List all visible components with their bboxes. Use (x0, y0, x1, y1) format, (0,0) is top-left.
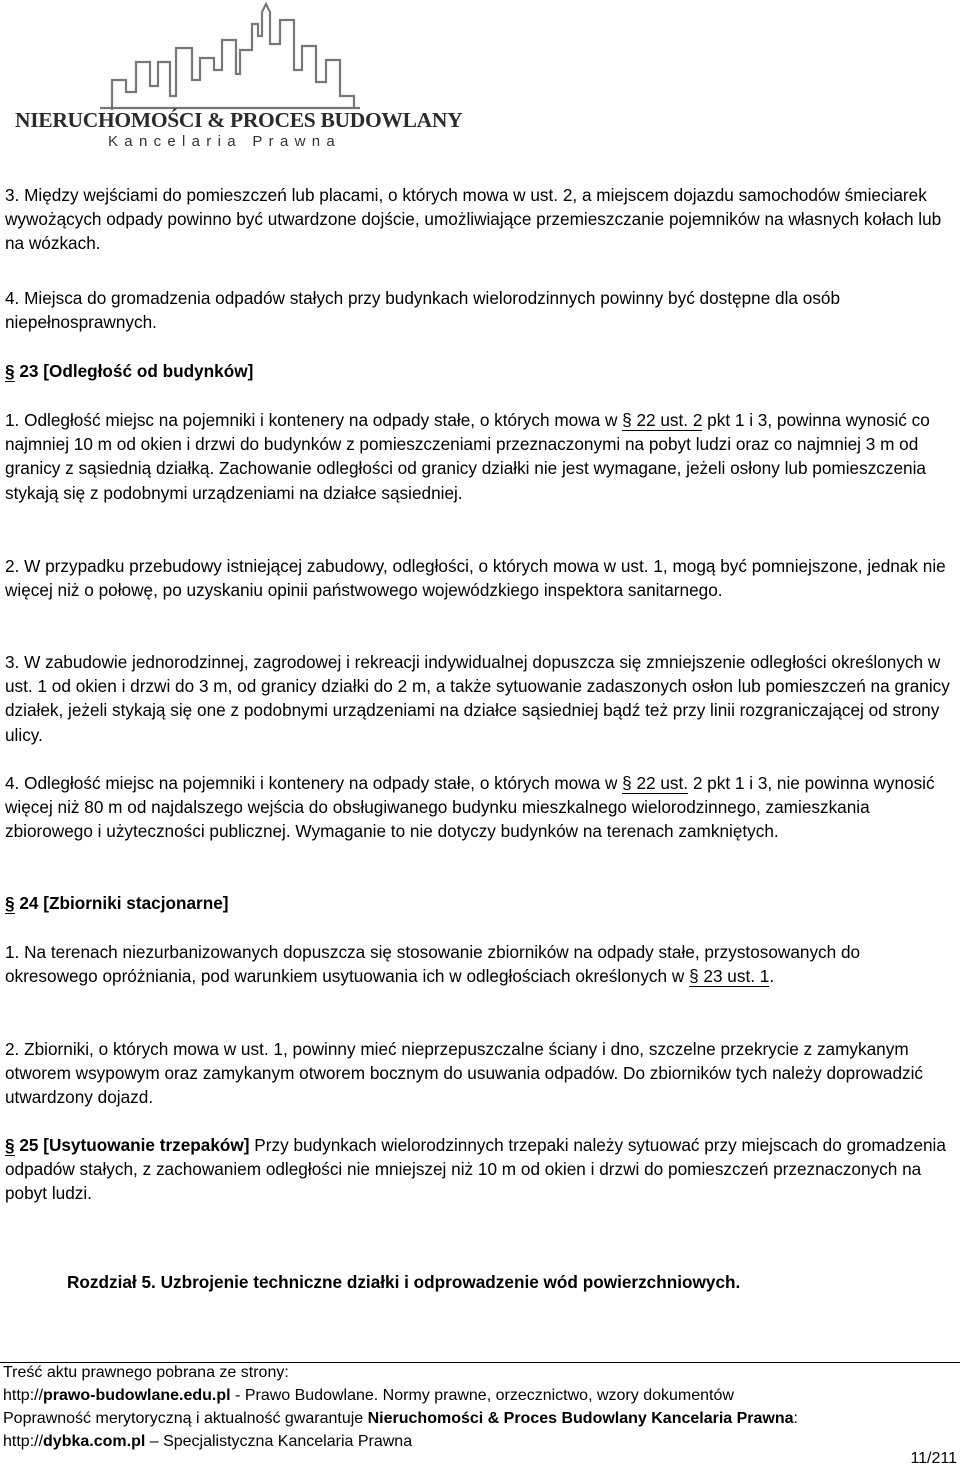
paragraph-3: 3. Między wejściami do pomieszczeń lub placami, o których mowa w ust. 2, a miejscem dojazdu samochodów śmieciarek wywożących odpady powinno być utwardzone dojście, umożliwiające przemieszczanie pojemników na własnych kołach lub na wózkach. (5, 185, 942, 254)
paragraph-24-1-rest: . (769, 966, 775, 987)
footer-firm-desc: – Specjalistyczna Kancelaria Prawna (145, 1433, 413, 1450)
page-number: 11/211 (910, 1450, 957, 1467)
paragraph-23-3: 3. W zabudowie jednorodzinnej, zagrodowej i rekreacji indywidualnej dopuszcza się zmniejszenie odległości określonych w ust. 1 od okien i drzwi do 3 m, od granicy działki do 2 m, a także sytuowanie zadaszonych osłon lub pomieszczeń na granicy działek, jeżeli stykają się one z podobnymi urządzeniami na działce sąsiedniej bądź też przy linii rozgraniczającej od strony ulicy. (5, 652, 950, 745)
footer-source-link-domain: prawo-budowlane.edu.pl (43, 1387, 231, 1404)
section-25-link[interactable]: § (5, 1133, 15, 1157)
paragraph-4: 4. Miejsca do gromadzenia odpadów stałych przy budynkach wielorodzinnych powinny być dostępne dla osób niepełnosprawnych. (5, 288, 841, 333)
section-24-title: 24 [Zbiorniki stacjonarne] (14, 893, 229, 913)
paragraph-23-2: 2. W przypadku przebudowy istniejącej zabudowy, odległości, o których mowa w ust. 1, mogą być pomniejszone, jednak nie więcej niż o połowę, po uzyskaniu opinii państwowego wojewódzkiego inspektora sanitarnego. (5, 556, 946, 601)
section-24-link[interactable]: § (5, 891, 15, 915)
footer-firm-name: Nieruchomości & Proces Budowlany Kancelaria Prawna (367, 1410, 794, 1427)
paragraph-23-4-rest: 2 pkt 1 i 3, nie powinna wynosić więcej niż 80 m od najdalszego wejścia do obsługiwanego budynku mieszkalnego wielorodzinnego, zamieszkania zbiorowego i użyteczności publicznej. Wymaganie to nie dotyczy budynków na terenach zamkniętych. (5, 773, 935, 842)
paragraph-23-4 (5, 771, 955, 844)
footer-guarantee-text: Poprawność merytoryczną i aktualność gwarantuje (3, 1410, 368, 1427)
paragraph-24-2: 2. Zbiorniki, o których mowa w ust. 1, powinny mieć nieprzepuszczalne ściany i dno, szczelne przekrycie z zamykanym otworem wsypowym oraz zamykanym otworem bocznym do usuwania odpadów. Do zbiorników tych należy doprowadzić utwardzony dojazd. (5, 1039, 924, 1108)
section-24-heading (5, 891, 955, 915)
paragraph-25 (5, 1133, 955, 1206)
footer-guarantee-line (3, 1409, 798, 1429)
section-22-link[interactable]: § 22 ust. 2 (622, 408, 702, 432)
section-22-link-2[interactable]: § 22 ust. (622, 771, 688, 795)
footer-source-link-prefix: http:// (3, 1387, 44, 1404)
firm-logo (0, 0, 960, 165)
logo-title: NIERUCHOMOŚCI & PROCES BUDOWLANY (15, 108, 463, 132)
section-23-title: 23 [Odległość od budynków] (14, 361, 254, 381)
footer-colon: : (793, 1410, 798, 1427)
footer-firm-line (3, 1432, 412, 1452)
section-23-heading (5, 359, 955, 383)
section-25-title: 25 [Usytuowanie trzepaków] (14, 1135, 250, 1155)
section-23-ref-link[interactable]: § 23 ust. 1 (689, 964, 769, 988)
chapter-title: Rozdział 5. Uzbrojenie techniczne działki i odprowadzenie wód powierzchniowych. (67, 1272, 741, 1292)
logo-subtitle: Kancelaria Prawna (108, 133, 342, 150)
paragraph-24-1-text: 1. Na terenach niezurbanizowanych dopuszcza się stosowanie zbiorników na odpady stałe, przystosowanych do okresowego opróżniania, pod warunkiem usytuowania ich w odległościach określonych w (5, 942, 861, 987)
section-23-link[interactable]: § (5, 359, 15, 383)
paragraph-23-1-text: 1. Odległość miejsc na pojemniki i kontenery na odpady stałe, o których mowa w (5, 410, 623, 430)
city-skyline-icon (0, 0, 420, 110)
paragraph-25-text: Przy budynkach wielorodzinnych trzepaki należy sytuować przy miejscach do gromadzenia odpadów stałych, z zachowaniem odległości nie mniejszej niż 10 m od okien i drzwi do pomieszczeń przeznaczonych na pobyt ludzi. (5, 1135, 946, 1204)
paragraph-23-1 (5, 408, 955, 505)
paragraph-24-1 (5, 940, 955, 988)
footer-source-line (3, 1386, 734, 1406)
footer-source-link[interactable] (3, 1387, 231, 1404)
footer-source-label: Treść aktu prawnego pobrana ze strony: (3, 1364, 289, 1381)
footer-firm-link-prefix: http:// (3, 1433, 44, 1450)
footer-firm-link[interactable] (3, 1433, 145, 1450)
paragraph-23-1-rest: pkt 1 i 3, powinna wynosić co najmniej 10 m od okien i drzwi do budynków z pomieszczeniami przeznaczonymi na pobyt ludzi oraz co najmniej 3 m od granicy z sąsiednią działką. Zachowanie odległości od granicy działki nie jest wymagane, jeżeli osłony lub pomieszczenia stykają się z podobnymi urządzeniami na działce sąsiedniej. (5, 410, 930, 503)
paragraph-23-4-text: 4. Odległość miejsc na pojemniki i kontenery na odpady stałe, o których mowa w (5, 773, 623, 793)
footer-source-desc: - Prawo Budowlane. Normy prawne, orzecznictwo, wzory dokumentów (230, 1387, 734, 1404)
footer-firm-link-domain: dybka.com.pl (43, 1433, 146, 1450)
